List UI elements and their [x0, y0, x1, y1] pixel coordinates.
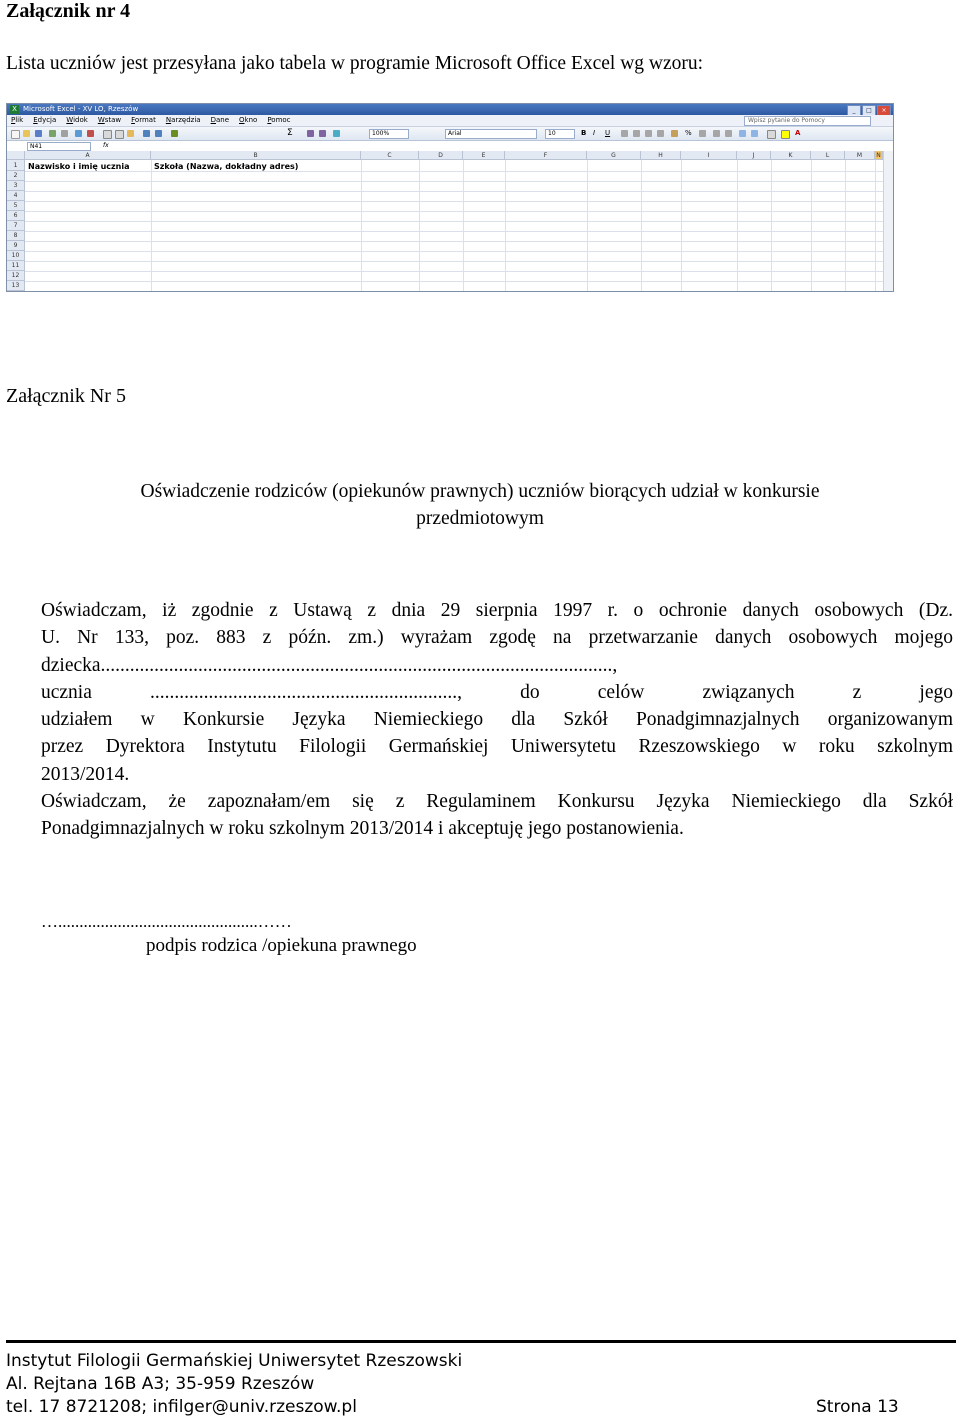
grid-line	[25, 211, 893, 212]
row-header-10[interactable]: 10	[7, 251, 25, 261]
annex4-intro: Lista uczniów jest przesyłana jako tabela w programie Microsoft Office Excel wg wzoru:	[6, 53, 704, 74]
save-icon[interactable]	[35, 130, 42, 137]
column-header-e[interactable]: E	[463, 151, 505, 160]
grid-line	[25, 191, 893, 192]
outdent-icon[interactable]	[751, 130, 758, 137]
row-header-13[interactable]: 13	[7, 281, 25, 291]
row-header-9[interactable]: 9	[7, 241, 25, 251]
grid-line	[845, 160, 846, 291]
annex4-title: Załącznik nr 4	[6, 0, 131, 22]
font-size-select[interactable]: 10	[545, 129, 575, 139]
grid-line	[681, 160, 682, 291]
currency-icon[interactable]	[671, 130, 678, 137]
open-folder-icon[interactable]	[23, 130, 30, 137]
menu-edycja[interactable]: Edycja	[33, 116, 57, 124]
align-center-icon[interactable]	[633, 130, 640, 137]
statement-heading-line2: przedmiotowym	[416, 508, 544, 529]
menu-format[interactable]: Format	[131, 116, 156, 124]
column-header-a[interactable]: A	[25, 151, 151, 160]
borders-icon[interactable]	[767, 130, 776, 139]
column-header-g[interactable]: G	[587, 151, 641, 160]
hyperlink-icon[interactable]	[171, 130, 178, 137]
grid-line	[25, 201, 893, 202]
chart-wizard-icon[interactable]	[333, 130, 340, 137]
column-header-n[interactable]: N	[875, 151, 883, 160]
row-header-4[interactable]: 4	[7, 191, 25, 201]
grid-line	[737, 160, 738, 291]
consent-paragraph	[41, 597, 953, 843]
menu-wstaw[interactable]: Wstaw	[97, 116, 122, 124]
new-file-icon[interactable]	[11, 130, 20, 139]
grid-line	[25, 281, 893, 282]
consent-line: U. Nr 133, poz. 883 z późn. zm.) wyrażam zgodę na przetwarzanie danych osobowych mojego	[41, 627, 953, 649]
menu-dane[interactable]: Dane	[210, 116, 230, 124]
footer-rule	[6, 1340, 956, 1343]
indent-icon[interactable]	[739, 130, 746, 137]
research-icon[interactable]	[87, 130, 94, 137]
grid-line	[811, 160, 812, 291]
footer-address: Al. Rejtana 16B A3; 35-959 Rzeszów	[6, 1374, 315, 1394]
spelling-icon[interactable]	[75, 130, 82, 137]
excel-toolbar	[7, 127, 893, 141]
footer-contact: tel. 17 8721208; infilger@univ.rzeszow.pl	[6, 1397, 357, 1417]
excel-window-title: Microsoft Excel - XV LO, Rzeszów	[23, 105, 139, 113]
row-header-3[interactable]: 3	[7, 181, 25, 191]
grid-line	[419, 160, 420, 291]
excel-menubar	[7, 115, 893, 127]
increase-decimal-icon[interactable]	[713, 130, 720, 137]
row-header-8[interactable]: 8	[7, 231, 25, 241]
menu-narzedzia[interactable]: Narzędzia	[165, 116, 201, 124]
grid-line	[771, 160, 772, 291]
paste-icon[interactable]	[127, 130, 134, 137]
row-header-11[interactable]: 11	[7, 261, 25, 271]
align-left-icon[interactable]	[621, 130, 628, 137]
autosum-icon[interactable]: Σ	[287, 128, 293, 138]
column-header-h[interactable]: H	[641, 151, 681, 160]
grid-line	[587, 160, 588, 291]
bold-icon[interactable]: B	[581, 129, 587, 137]
help-search-input[interactable]: Wpisz pytanie do Pomocy	[744, 116, 871, 126]
grid-line	[151, 160, 152, 291]
statement-heading	[0, 478, 960, 532]
consent-line: ucznia ..............................................................., do celów związanych z jego	[41, 681, 953, 703]
consent-line: udziałem w Konkursie Języka Niemieckiego dla Szkół Ponadgimnazjalnych organizowanym	[41, 709, 953, 731]
sort-desc-icon[interactable]	[319, 130, 326, 137]
statement-heading-line1: Oświadczenie rodziców (opiekunów prawnych) uczniów biorących udział w konkursie	[140, 481, 820, 502]
fx-icon[interactable]: fx	[103, 142, 109, 149]
column-header-f[interactable]: F	[505, 151, 587, 160]
acknowledge-line: Ponadgimnazjalnych w roku szkolnym 2013/2014 i akceptuję jego postanowienia.	[41, 818, 684, 840]
font-color-icon[interactable]: A	[795, 129, 801, 137]
menu-plik[interactable]: Plik	[11, 116, 24, 124]
underline-icon[interactable]: U	[605, 129, 611, 137]
consent-line: przez Dyrektora Instytutu Filologii Germańskiej Uniwersytetu Rzeszowskiego w roku szkolnym	[41, 736, 953, 758]
grid-line	[361, 160, 362, 291]
undo-icon[interactable]	[143, 130, 150, 137]
grid-line	[641, 160, 642, 291]
row-header-5[interactable]: 5	[7, 201, 25, 211]
sort-asc-icon[interactable]	[307, 130, 314, 137]
close-icon[interactable]: ×	[877, 105, 891, 116]
row-header-12[interactable]: 12	[7, 271, 25, 281]
cut-icon[interactable]	[103, 130, 112, 139]
merge-center-icon[interactable]	[657, 130, 664, 137]
maximize-icon[interactable]: □	[862, 105, 876, 116]
minimize-icon[interactable]: _	[847, 105, 861, 116]
grid-line	[25, 251, 893, 252]
grid-line	[25, 221, 893, 222]
menu-okno[interactable]: Okno	[239, 116, 258, 124]
zoom-select[interactable]: 100%	[369, 129, 409, 139]
excel-vertical-scrollbar[interactable]	[883, 151, 893, 291]
name-box[interactable]: N41	[27, 142, 91, 151]
italic-icon[interactable]: I	[593, 129, 596, 137]
grid-line	[25, 261, 893, 262]
excel-titlebar	[7, 104, 893, 115]
column-header-c[interactable]: C	[361, 151, 419, 160]
consent-line: 2013/2014.	[41, 763, 130, 785]
column-header-d[interactable]: D	[419, 151, 463, 160]
percent-icon[interactable]: %	[685, 129, 692, 137]
consent-line: dziecka.........................................................................................................,	[41, 654, 618, 676]
redo-icon[interactable]	[155, 130, 162, 137]
cell-b1[interactable]: Szkoła (Nazwa, dokładny adres)	[154, 162, 299, 171]
grid-line	[463, 160, 464, 291]
row-header-6[interactable]: 6	[7, 211, 25, 221]
column-header-l[interactable]: L	[811, 151, 845, 160]
decrease-decimal-icon[interactable]	[725, 130, 732, 137]
column-header-k[interactable]: K	[771, 151, 811, 160]
copy-icon[interactable]	[115, 130, 124, 139]
preview-icon[interactable]	[61, 130, 68, 137]
signature-line: …...............................................……	[41, 912, 292, 931]
fill-color-icon[interactable]	[781, 130, 790, 139]
font-select[interactable]: Arial	[445, 129, 537, 139]
annex5-title: Załącznik Nr 5	[6, 385, 126, 407]
print-icon[interactable]	[49, 130, 56, 137]
grid-line	[505, 160, 506, 291]
acknowledge-line: Oświadczam, że zapoznałam/em się z Regulaminem Konkursu Języka Niemieckiego dla Szkół	[41, 791, 953, 813]
menu-widok[interactable]: Widok	[66, 116, 88, 124]
grid-line	[25, 241, 893, 242]
column-header-j[interactable]: J	[737, 151, 771, 160]
grid-line	[25, 181, 893, 182]
row-header-1[interactable]: 1	[7, 160, 25, 171]
cell-a1[interactable]: Nazwisko i imię ucznia	[28, 162, 130, 171]
row-header-2[interactable]: 2	[7, 171, 25, 181]
row-header-7[interactable]: 7	[7, 221, 25, 231]
column-header-b[interactable]: B	[151, 151, 361, 160]
column-header-i[interactable]: I	[681, 151, 737, 160]
grid-line	[25, 231, 893, 232]
menu-pomoc[interactable]: Pomoc	[267, 116, 291, 124]
thousands-icon[interactable]	[699, 130, 706, 137]
footer-page-number: Strona 13	[816, 1397, 899, 1417]
select-all-corner[interactable]	[7, 151, 25, 160]
footer-institute: Instytut Filologii Germańskiej Uniwersytet Rzeszowski	[6, 1351, 463, 1371]
column-header-m[interactable]: M	[845, 151, 875, 160]
consent-line: Oświadczam, iż zgodnie z Ustawą z dnia 29 sierpnia 1997 r. o ochronie danych osobowych (Dz.	[41, 600, 953, 621]
signature-label: podpis rodzica /opiekuna prawnego	[146, 935, 417, 956]
excel-logo-icon: X	[10, 105, 19, 114]
grid-line	[875, 160, 876, 291]
grid-line	[25, 271, 893, 272]
align-right-icon[interactable]	[645, 130, 652, 137]
excel-grid[interactable]	[7, 151, 893, 291]
excel-screenshot	[6, 103, 894, 292]
